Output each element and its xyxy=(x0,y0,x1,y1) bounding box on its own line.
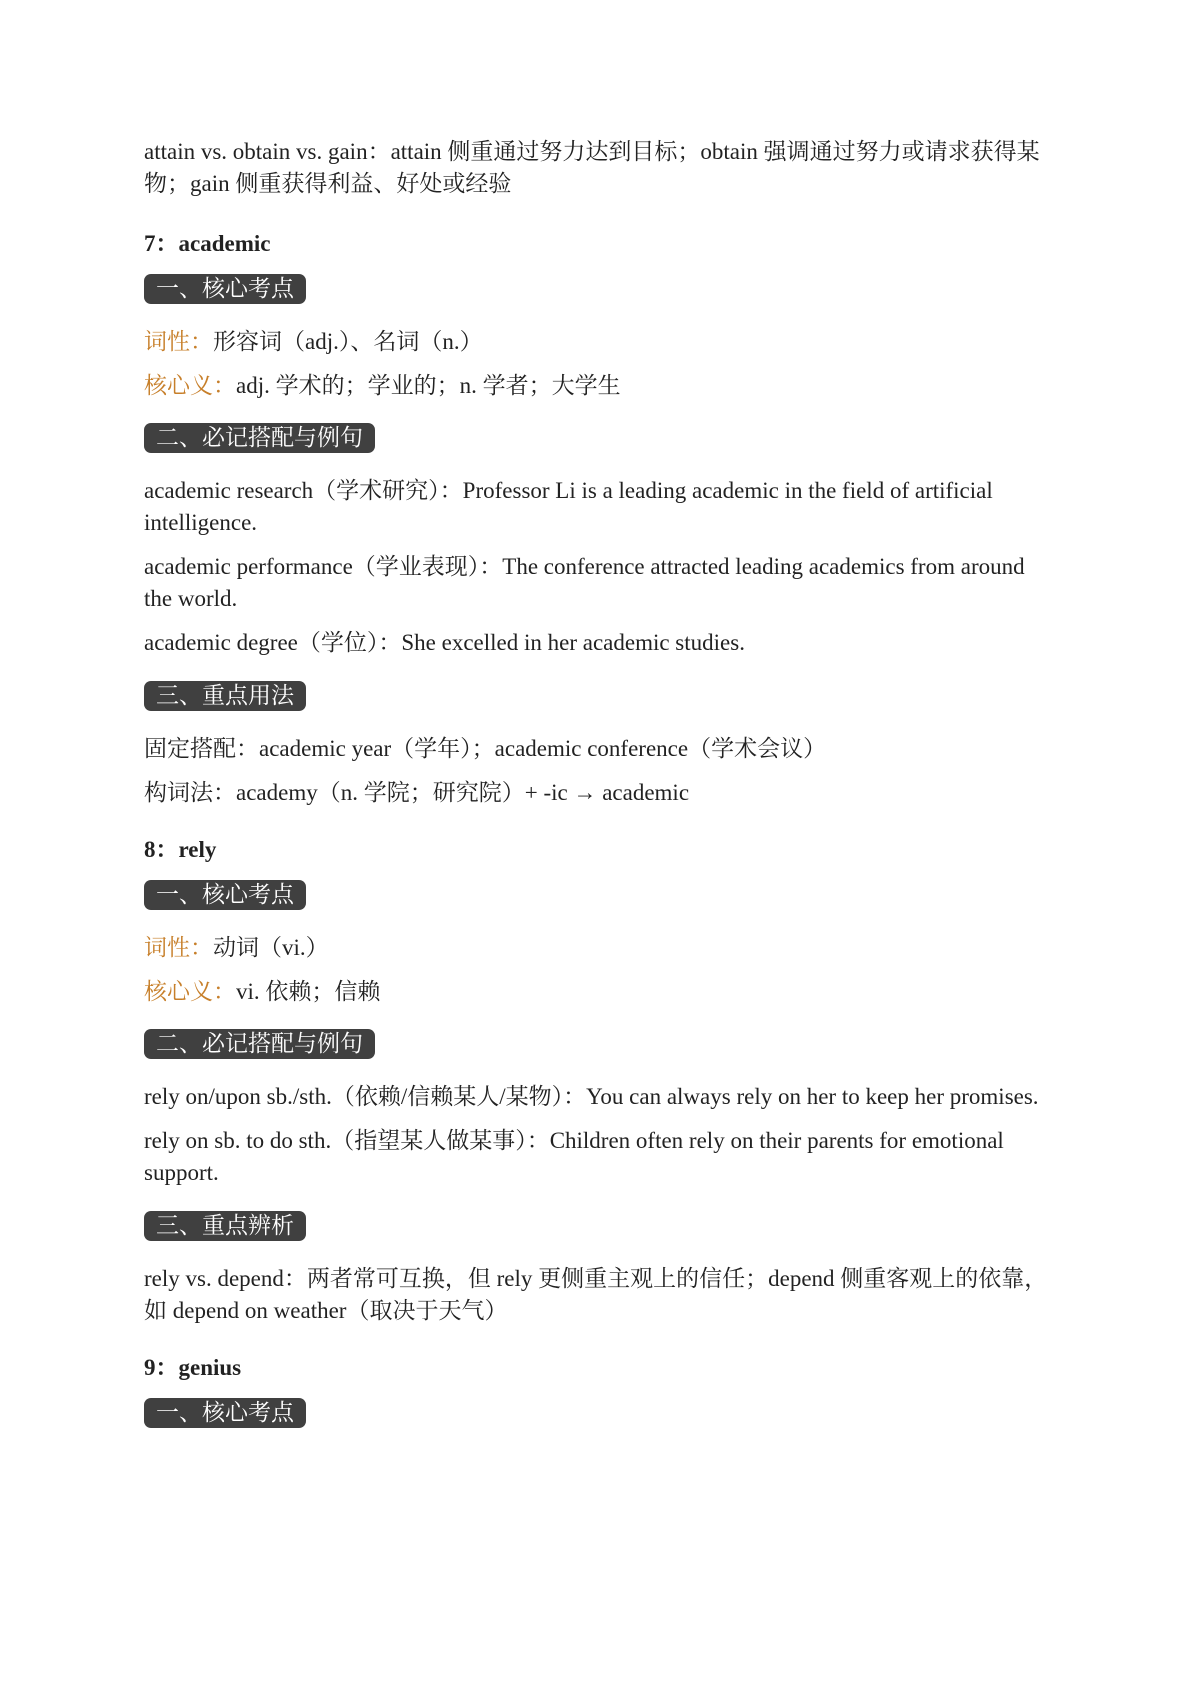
section-genius xyxy=(144,1352,1054,1430)
document-body xyxy=(144,136,1054,1430)
usage-item: 构词法：academy（n. 学院；研究院）+ -ic → academic xyxy=(144,780,690,805)
pos-row xyxy=(144,326,1054,358)
meaning-value: adj. 学术的；学业的；n. 学者；大学生 xyxy=(236,373,621,398)
tag-core-points xyxy=(144,1398,1054,1430)
intro-comparison: attain vs. obtain vs. gain：attain 侧重通过努力达到目标；obtain 强调通过努力或请求获得某物；gain 侧重获得利益、好处或经验 xyxy=(144,139,1040,196)
pos-value: 形容词（adj.）、名词（n.） xyxy=(213,329,483,354)
pos-value: 动词（vi.） xyxy=(213,935,329,960)
analysis-text: rely vs. depend：两者常可互换，但 rely 更侧重主观上的信任；depend 侧重客观上的依靠，如 depend on weather（取决于天气） xyxy=(144,1266,1048,1323)
tag-label: 一、核心考点 xyxy=(144,1398,306,1428)
section-heading: 8：rely xyxy=(144,837,217,862)
usage-item: 固定搭配：academic year（学年）；academic conference（学术会议） xyxy=(144,736,827,761)
section-heading: 9：genius xyxy=(144,1355,242,1380)
example-item: academic performance（学业表现）：The conference attracted leading academics from around the world. xyxy=(144,554,1025,611)
tag-label: 一、核心考点 xyxy=(144,880,306,910)
meaning-label: 核心义： xyxy=(144,373,236,398)
tag-core-points xyxy=(144,274,1054,306)
tag-collocations xyxy=(144,423,1054,455)
tag-usage xyxy=(144,681,1054,713)
tag-label: 三、重点用法 xyxy=(144,681,306,711)
meaning-row xyxy=(144,976,1054,1008)
section-heading: 7：academic xyxy=(144,231,271,256)
example-item: academic degree（学位）：She excelled in her academic studies. xyxy=(144,630,745,655)
meaning-row xyxy=(144,370,1054,402)
meaning-value: vi. 依赖；信赖 xyxy=(236,979,381,1004)
tag-label: 一、核心考点 xyxy=(144,274,306,304)
tag-collocations xyxy=(144,1029,1054,1061)
pos-label: 词性： xyxy=(144,329,213,354)
tag-label: 二、必记搭配与例句 xyxy=(144,1029,375,1059)
tag-core-points xyxy=(144,880,1054,912)
example-item: academic research（学术研究）：Professor Li is a leading academic in the field of artificial intelligence. xyxy=(144,478,993,535)
pos-row xyxy=(144,932,1054,964)
example-item: rely on sb. to do sth.（指望某人做某事）：Children often rely on their parents for emotional support. xyxy=(144,1128,1004,1185)
example-item: rely on/upon sb./sth.（依赖/信赖某人/某物）：You can always rely on her to keep her promises. xyxy=(144,1084,1039,1109)
tag-label: 二、必记搭配与例句 xyxy=(144,423,375,453)
section-rely xyxy=(144,834,1054,1327)
tag-label: 三、重点辨析 xyxy=(144,1211,306,1241)
tag-analysis xyxy=(144,1211,1054,1243)
section-academic xyxy=(144,228,1054,809)
meaning-label: 核心义： xyxy=(144,979,236,1004)
pos-label: 词性： xyxy=(144,935,213,960)
